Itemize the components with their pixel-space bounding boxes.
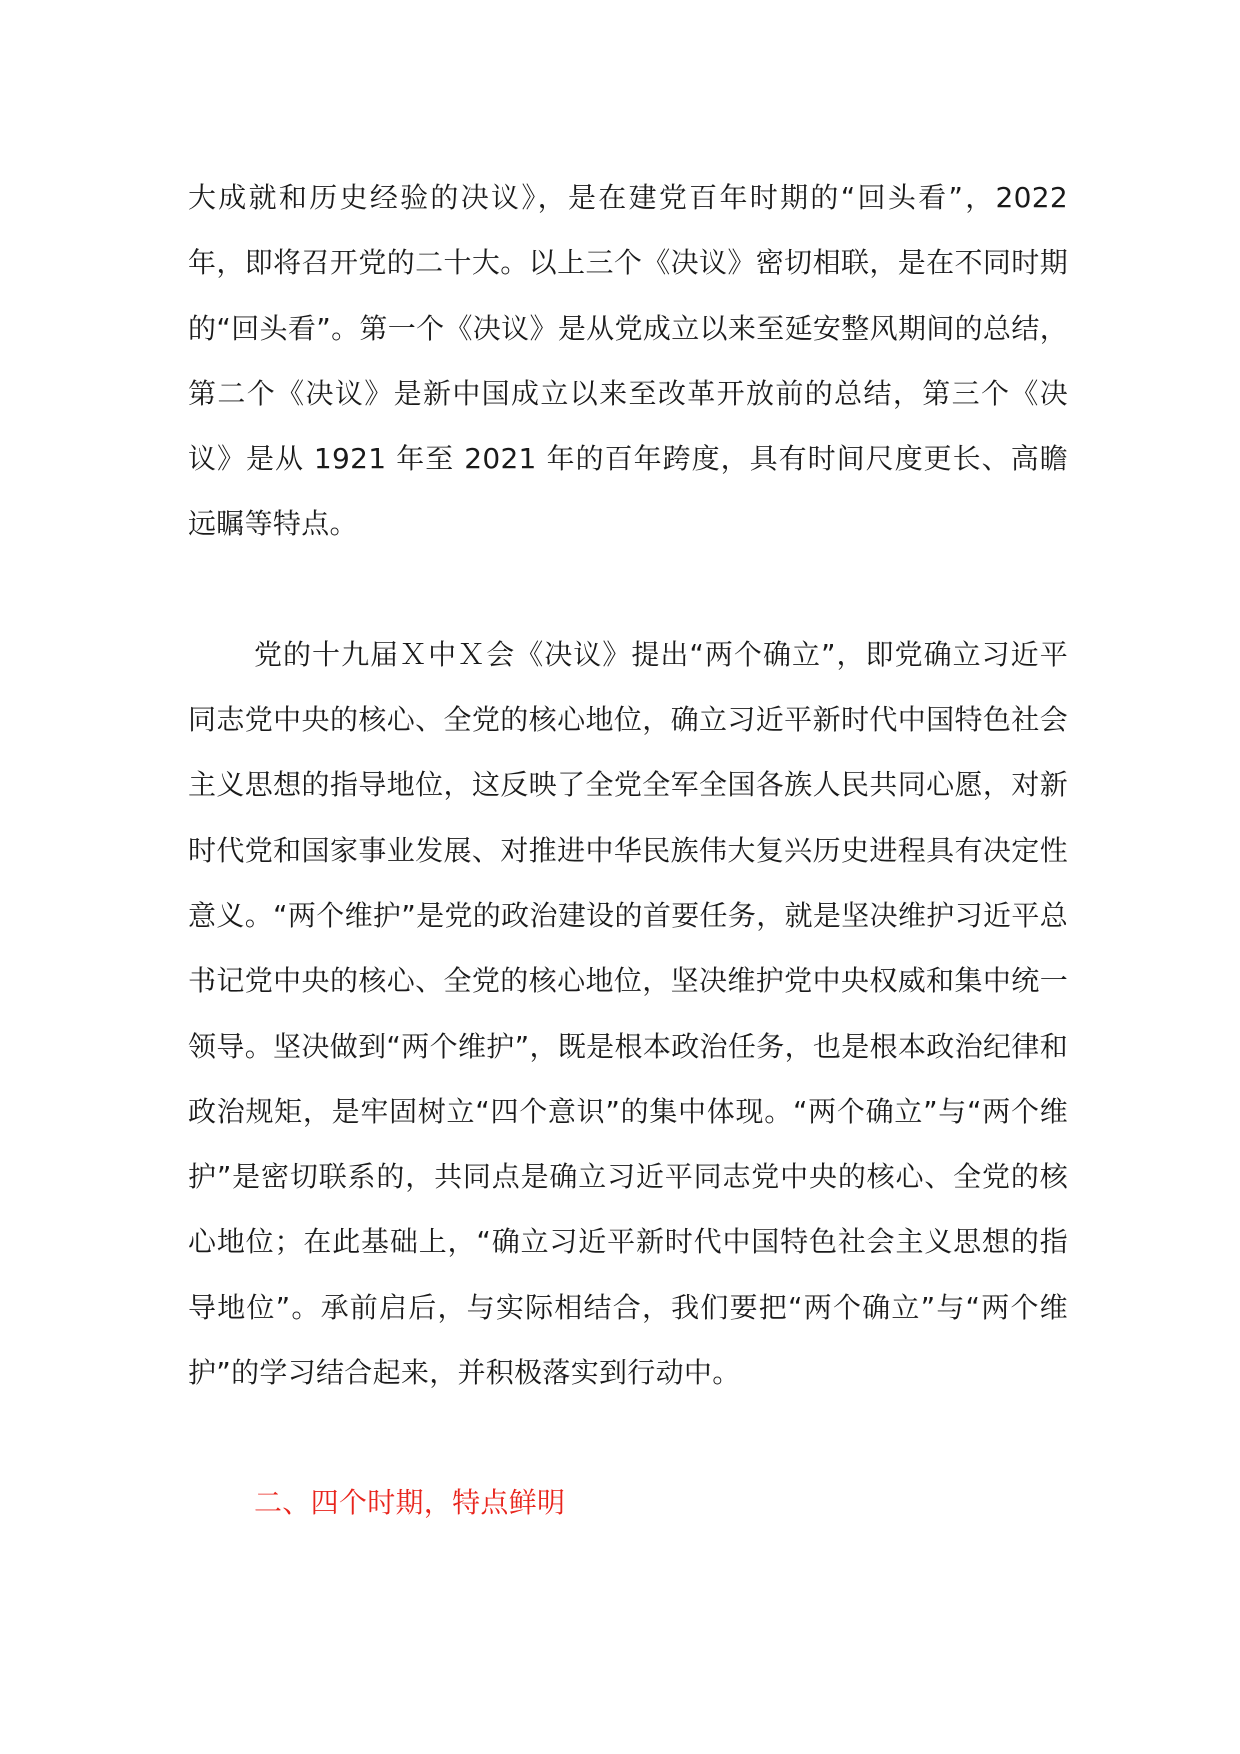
paragraph-resolutions-review: 大成就和历史经验的决议》，是在建党百年时期的“回头看”，2022年，即将召开党的二十大。以上三个《决议》密切相联，是在不同时期的“回头看”。第一个《决议》是从党成立以来至延安整风期间的总结，第二个《决议》是新中国成立以来至改革开放前的总结，第三个《决议》是从 1921 年至 2021 年的百年跨度，具有时间尺度更长、高瞻远瞩等特点。 xyxy=(188,181,1068,541)
paragraph-spacer xyxy=(188,1405,1068,1470)
document-body xyxy=(188,165,1068,1536)
section-heading: 二、四个时期，特点鲜明 xyxy=(254,1486,566,1520)
paragraph-two-establishments: 党的十九届Ｘ中Ｘ会《决议》提出“两个确立”，即党确立习近平同志党中央的核心、全党的核心地位，确立习近平新时代中国特色社会主义思想的指导地位，这反映了全党全军全国各族人民共同心愿，对新时代党和国家事业发展、对推进中华民族伟大复兴历史进程具有决定性意义。“两个维护”是党的政治建设的首要任务，就是坚决维护习近平总书记党中央的核心、全党的核心地位，坚决维护党中央权威和集中统一领导。坚决做到“两个维护”，既是根本政治任务，也是根本政治纪律和政治规矩，是牢固树立“四个意识”的集中体现。“两个确立”与“两个维护”是密切联系的，共同点是确立习近平同志党中央的核心、全党的核心地位；在此基础上，“确立习近平新时代中国特色社会主义思想的指导地位”。承前启后，与实际相结合，我们要把“两个确立”与“两个维护”的学习结合起来，并积极落实到行动中。 xyxy=(188,637,1068,1390)
paragraph-spacer xyxy=(188,557,1068,622)
